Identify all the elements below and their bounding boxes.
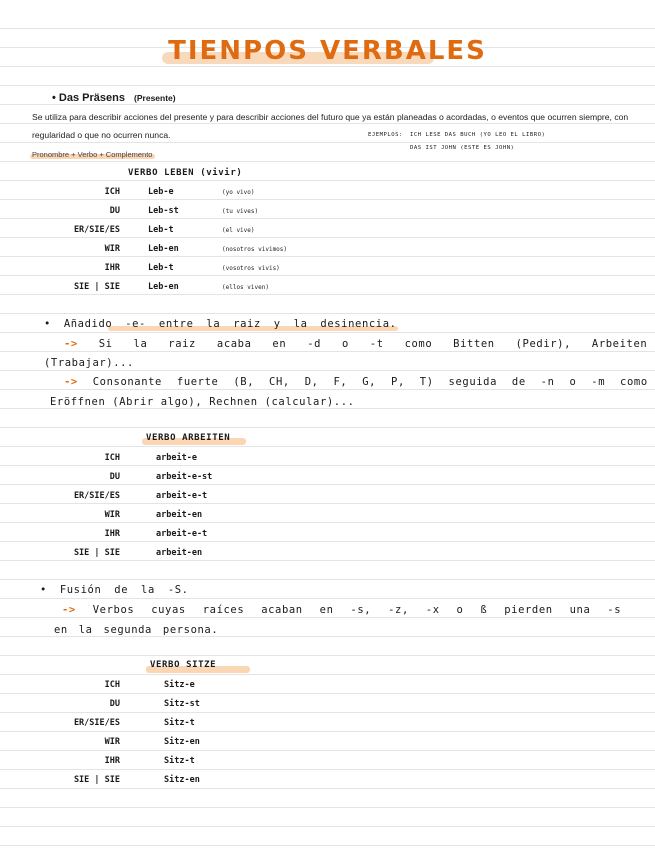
pronoun-cell: WIR bbox=[104, 737, 120, 747]
anadido-line3 bbox=[64, 376, 648, 388]
page-title: TIENPOS VERBALES bbox=[168, 36, 487, 66]
verb-form-cell: Sitz-st bbox=[164, 699, 200, 709]
anadido-line1 bbox=[64, 338, 647, 350]
anadido-line2: (Trabajar)... bbox=[44, 357, 134, 369]
pronoun-cell: ER/SIE/ES bbox=[73, 491, 120, 501]
translation-cell: (yo vivo) bbox=[222, 189, 255, 196]
fusion-line2: en la segunda persona. bbox=[54, 624, 219, 636]
pronoun-cell: ER/SIE/ES bbox=[73, 225, 120, 235]
verb-form-cell: arbeit-e-t bbox=[156, 491, 208, 501]
verb-form-cell: arbeit-e bbox=[156, 453, 197, 463]
pronoun-cell: DU bbox=[109, 472, 120, 482]
pronoun-cell: IHR bbox=[104, 756, 120, 766]
anadido-line4: Eröffnen (Abrir algo), Rechnen (calcular)... bbox=[50, 396, 355, 408]
verb-form-cell: Sitz-en bbox=[164, 737, 200, 747]
fusion-heading: • Fusión de la -S. bbox=[40, 584, 189, 596]
arrow-icon: -> bbox=[64, 376, 78, 388]
pronoun-cell: WIR bbox=[104, 510, 120, 520]
anadido-heading: • Añadido -e- entre la raiz y la desinencia. bbox=[44, 318, 397, 330]
verb-form-cell: arbeit-en bbox=[156, 548, 203, 558]
pronoun-cell: DU bbox=[109, 699, 120, 709]
translation-cell: (el vive) bbox=[222, 227, 255, 234]
verb-form-cell: Sitz-e bbox=[164, 680, 195, 690]
verb-form-cell: Leb-st bbox=[148, 206, 179, 216]
verb-form-cell: Sitz-en bbox=[164, 775, 200, 785]
prasens-description-line2: regularidad o que no ocurren nunca. bbox=[32, 130, 171, 140]
pronoun-cell: SIE | SIE bbox=[73, 282, 120, 292]
pronoun-cell: DU bbox=[109, 206, 120, 216]
pronoun-cell: ICH bbox=[104, 187, 120, 197]
pronoun-cell: ER/SIE/ES bbox=[73, 718, 120, 728]
verb-form-cell: Leb-e bbox=[148, 187, 174, 197]
arrow-icon: -> bbox=[62, 604, 76, 616]
pronoun-cell: WIR bbox=[104, 244, 120, 254]
leben-table-title: VERBO LEBEN (vivir) bbox=[128, 168, 243, 178]
sitze-table-title: VERBO SITZE bbox=[150, 660, 217, 670]
verb-form-cell: Leb-en bbox=[148, 282, 179, 292]
pronoun-cell: SIE | SIE bbox=[73, 775, 120, 785]
anadido-line3-text: Consonante fuerte (B, CH, D, F, G, P, T) seguida de -n o -m como bbox=[92, 376, 648, 388]
fusion-line1-text: Verbos cuyas raíces acaban en -s, -z, -x o ß pierden una -s bbox=[92, 604, 622, 616]
pronoun-cell: ICH bbox=[104, 453, 120, 463]
pronoun-cell: SIE | SIE bbox=[73, 548, 120, 558]
example-label: EJEMPLOS: bbox=[368, 132, 403, 138]
fusion-line1 bbox=[62, 604, 621, 616]
verb-form-cell: arbeit-en bbox=[156, 510, 203, 520]
arrow-icon: -> bbox=[64, 338, 78, 350]
verb-form-cell: Sitz-t bbox=[164, 756, 195, 766]
prasens-bullet: • bbox=[52, 92, 56, 104]
translation-cell: (vosotros vivis) bbox=[222, 265, 280, 272]
verb-form-cell: Leb-t bbox=[148, 263, 174, 273]
verb-form-cell: Leb-en bbox=[148, 244, 179, 254]
verb-form-cell: Sitz-t bbox=[164, 718, 195, 728]
verb-form-cell: arbeit-e-t bbox=[156, 529, 208, 539]
prasens-subtitle: (Presente) bbox=[134, 93, 176, 103]
prasens-title: Das Präsens bbox=[58, 92, 125, 104]
verb-form-cell: Leb-t bbox=[148, 225, 174, 235]
prasens-description-line1: Se utiliza para describir acciones del presente y para describir acciones del futuro que ya están planeadas o acordadas, o eventos que ocurren siempre, con bbox=[32, 112, 629, 122]
pronoun-cell: IHR bbox=[104, 263, 120, 273]
arbeiten-table-title: VERBO ARBEITEN bbox=[146, 433, 231, 443]
pronoun-cell: ICH bbox=[104, 680, 120, 690]
translation-cell: (tu vives) bbox=[222, 208, 259, 215]
formula: Pronombre + Verbo + Complemento bbox=[32, 150, 153, 159]
example-2: DAS IST JOHN (ESTE ES JOHN) bbox=[410, 145, 515, 151]
prasens-heading bbox=[52, 92, 176, 104]
anadido-line1-text: Si la raiz acaba en -d o -t como Bitten (Pedir), Arbeiten bbox=[98, 338, 648, 350]
translation-cell: (ellos viven) bbox=[222, 284, 269, 291]
pronoun-cell: IHR bbox=[104, 529, 120, 539]
example-1: ICH LESE DAS BUCH (YO LEO EL LIBRO) bbox=[410, 132, 546, 138]
translation-cell: (nosotros vivimos) bbox=[222, 246, 288, 253]
verb-form-cell: arbeit-e-st bbox=[156, 472, 213, 482]
